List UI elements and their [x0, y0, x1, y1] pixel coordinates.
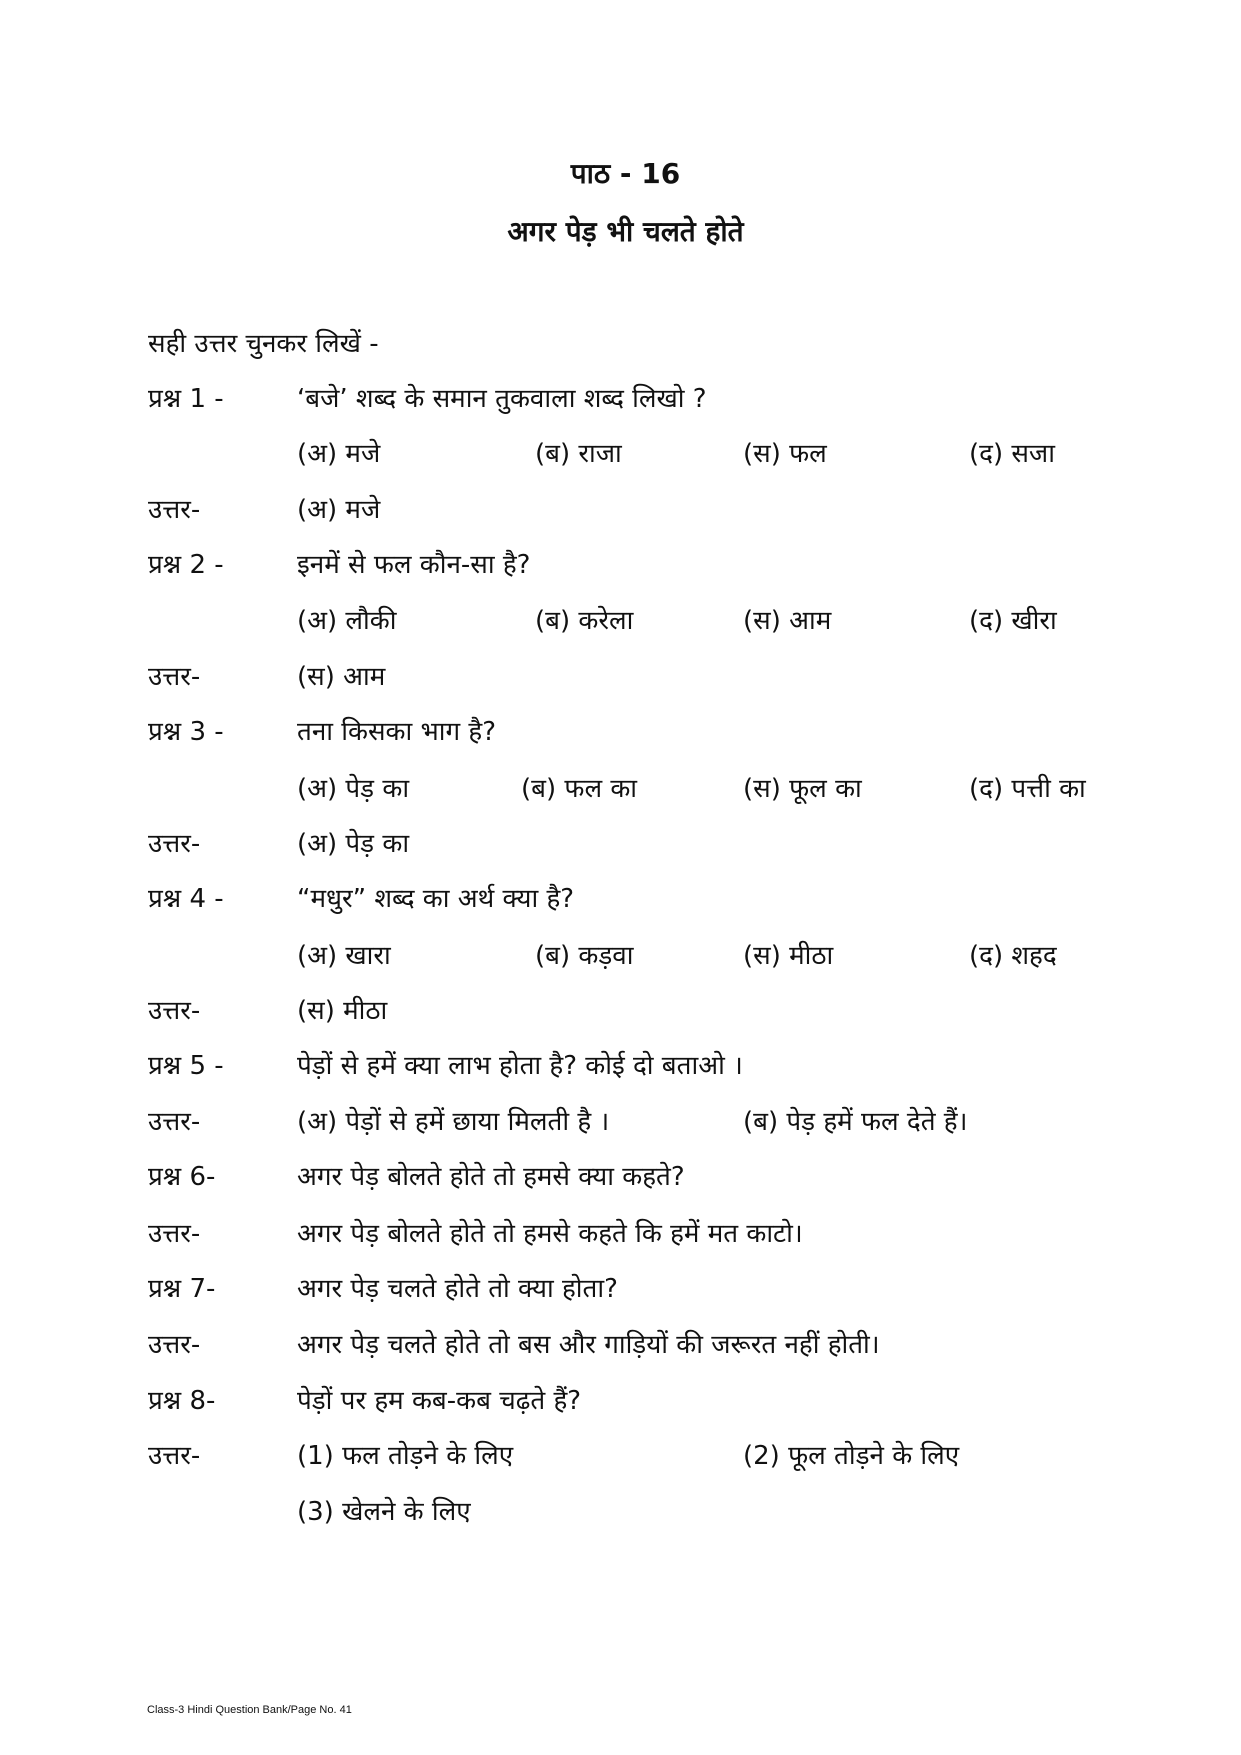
- question-1-option-a: (अ) मजे: [297, 439, 381, 469]
- answer-1-text: (अ) मजे: [297, 495, 381, 525]
- answer-6-label: उत्तर-: [148, 1219, 201, 1249]
- question-3-option-a: (अ) पेड़ का: [297, 774, 410, 804]
- question-8-text: पेड़ों पर हम कब-कब चढ़ते हैं?: [297, 1386, 582, 1416]
- instruction: सही उत्तर चुनकर लिखें -: [148, 329, 379, 359]
- question-2-option-b: (ब) करेला: [535, 606, 634, 636]
- question-2-option-a: (अ) लौकी: [297, 606, 397, 636]
- answer-3-label: उत्तर-: [148, 829, 201, 859]
- answer-2-text: (स) आम: [297, 662, 386, 692]
- question-2-option-c: (स) आम: [743, 606, 832, 636]
- question-5-label: प्रश्न 5 -: [148, 1051, 224, 1081]
- answer-8-label: उत्तर-: [148, 1441, 201, 1471]
- answer-8-part-1: (1) फल तोड़ने के लिए: [297, 1441, 514, 1471]
- question-8-label: प्रश्न 8-: [148, 1386, 216, 1416]
- question-3-option-c: (स) फूल का: [743, 774, 862, 804]
- answer-2-label: उत्तर-: [148, 662, 201, 692]
- page-footer: Class-3 Hindi Question Bank/Page No. 41: [147, 1704, 352, 1716]
- question-4-option-a: (अ) खारा: [297, 941, 391, 971]
- question-2-option-d: (द) खीरा: [969, 606, 1057, 636]
- answer-6-text: अगर पेड़ बोलते होते तो हमसे कहते कि हमें मत काटो।: [297, 1219, 803, 1249]
- answer-7-text: अगर पेड़ चलते होते तो बस और गाड़ियों की जरूरत नहीं होती।: [297, 1330, 880, 1360]
- question-7-label: प्रश्न 7-: [148, 1274, 216, 1304]
- question-4-text: “मधुर” शब्द का अर्थ क्या है?: [297, 884, 575, 914]
- question-3-label: प्रश्न 3 -: [148, 717, 224, 747]
- question-4-option-b: (ब) कड़वा: [535, 941, 634, 971]
- answer-5-part-2: (ब) पेड़ हमें फल देते हैं।: [743, 1107, 968, 1137]
- question-3-text: तना किसका भाग है?: [297, 717, 497, 747]
- answer-5-part-1: (अ) पेड़ों से हमें छाया मिलती है ।: [297, 1107, 610, 1137]
- answer-4-label: उत्तर-: [148, 996, 201, 1026]
- question-1-label: प्रश्न 1 -: [148, 384, 224, 414]
- question-4-option-d: (द) शहद: [969, 941, 1057, 971]
- answer-8-part-2: (2) फूल तोड़ने के लिए: [743, 1441, 960, 1471]
- question-6-text: अगर पेड़ बोलते होते तो हमसे क्या कहते?: [297, 1162, 685, 1192]
- answer-5-label: उत्तर-: [148, 1107, 201, 1137]
- question-6-label: प्रश्न 6-: [148, 1162, 216, 1192]
- question-3-option-d: (द) पत्ती का: [969, 774, 1086, 804]
- question-7-text: अगर पेड़ चलते होते तो क्या होता?: [297, 1274, 618, 1304]
- question-1-text: ‘बजे’ शब्द के समान तुकवाला शब्द लिखो ?: [297, 384, 707, 414]
- answer-4-text: (स) मीठा: [297, 996, 388, 1026]
- question-2-text: इनमें से फल कौन-सा है?: [297, 550, 531, 580]
- lesson-number: पाठ - 16: [570, 157, 681, 190]
- answer-3-text: (अ) पेड़ का: [297, 829, 410, 859]
- question-5-text: पेड़ों से हमें क्या लाभ होता है? कोई दो बताओ ।: [297, 1051, 743, 1081]
- question-1-option-c: (स) फल: [743, 439, 827, 469]
- question-1-option-d: (द) सजा: [969, 439, 1055, 469]
- lesson-title: अगर पेड़ भी चलते होते: [507, 215, 744, 248]
- answer-8-part-3: (3) खेलने के लिए: [297, 1497, 471, 1527]
- answer-7-label: उत्तर-: [148, 1330, 201, 1360]
- question-3-option-b: (ब) फल का: [521, 774, 638, 804]
- answer-1-label: उत्तर-: [148, 495, 201, 525]
- question-2-label: प्रश्न 2 -: [148, 550, 224, 580]
- question-4-label: प्रश्न 4 -: [148, 884, 224, 914]
- question-1-option-b: (ब) राजा: [535, 439, 622, 469]
- question-4-option-c: (स) मीठा: [743, 941, 834, 971]
